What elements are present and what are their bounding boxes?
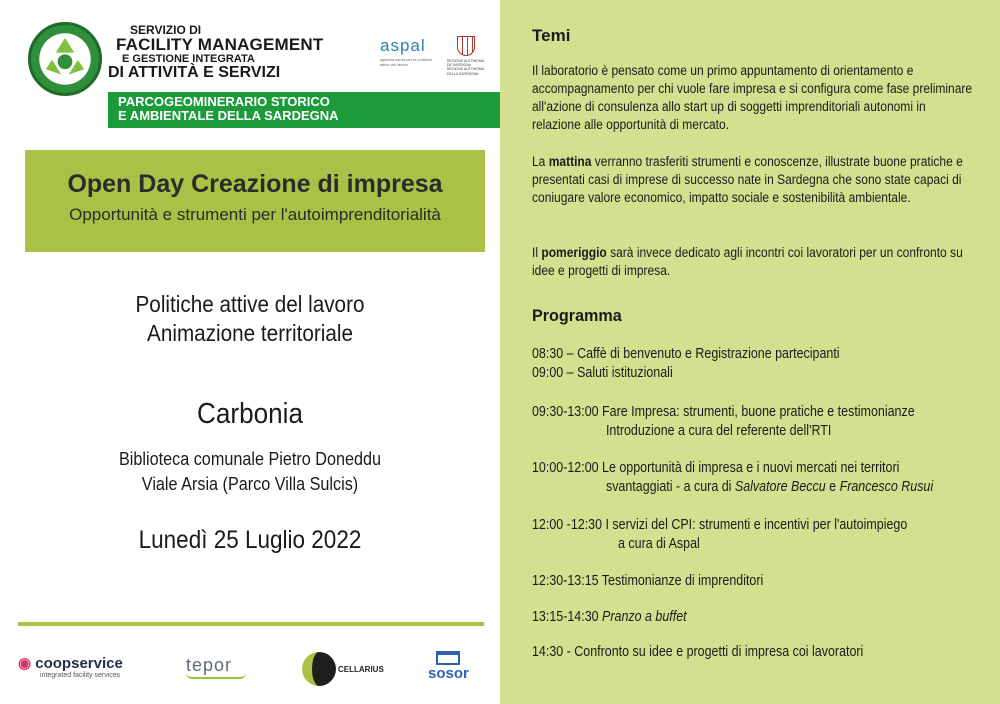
politiche-line-2: Animazione territoriale [147, 319, 353, 346]
aspal-logo [380, 36, 440, 68]
programma-item-7 [532, 608, 687, 627]
sosor-text: sosor [428, 665, 469, 682]
cellarius-c-icon [302, 652, 336, 686]
programma-item-4 [532, 459, 933, 497]
programma-item-3 [532, 403, 915, 441]
coopservice-mark-icon: ◉ [18, 655, 36, 672]
item-5-line-b: a cura di Aspal [618, 535, 700, 552]
p3-bold: pomeriggio [541, 245, 607, 260]
facility-management-logo [28, 22, 102, 96]
tepor-text: tepor [186, 655, 233, 675]
green-bar-line-2: E AMBIENTALE DELLA SARDEGNA [118, 108, 339, 124]
programma-item-5 [532, 516, 907, 554]
cellarius-logo [302, 652, 384, 686]
item-2-line: 09:00 – Saluti istituzionali [532, 364, 673, 381]
footer-divider [18, 622, 484, 626]
item-4-line-a: 10:00-12:00 Le opportunità di impresa e i nuovi mercati nei territori [532, 460, 900, 476]
green-bar-line-1: PARCOGEOMINERARIO STORICO [118, 94, 330, 109]
parco-geominerario-bar [108, 92, 500, 128]
coopservice-logo [18, 654, 123, 679]
p2-rest: verranno trasferiti strumenti e conoscenze, illustrate buone pratiche e presentati casi di imprese di successo nate in Sardegna che sono state capaci di coniugare valore economico, impatto sociale e sostenibilità ambientale. [532, 154, 963, 205]
coopservice-name [18, 654, 123, 672]
politiche-heading [25, 290, 475, 348]
item-4-name-1: Salvatore Beccu [734, 478, 826, 495]
venue-line-2: Viale Arsia (Parco Villa Sulcis) [141, 473, 359, 494]
event-date: Lunedì 25 Luglio 2022 [138, 526, 362, 554]
banner-title: Open Day Creazione di impresa [67, 170, 443, 198]
temi-heading: Temi [532, 26, 571, 45]
aspal-name: aspal [380, 36, 426, 55]
tepor-logo [186, 655, 246, 679]
temi-paragraph-2 [532, 153, 974, 207]
item-4-name-2: Francesco Rusui [839, 478, 934, 495]
coopservice-subtitle: integrated facility services [40, 672, 121, 679]
regione-sardegna-logo [447, 36, 485, 76]
header-line-2: FACILITY MANAGEMENT [116, 35, 324, 55]
cellarius-text: CELLARIUS [338, 664, 384, 674]
item-3-line-a: 09:30-13:00 Fare Impresa: strumenti, buone pratiche e testimonianze [532, 404, 915, 420]
temi-paragraph-1: Il laboratorio è pensato come un primo appuntamento di orientamento e accompagnamento per chi vuole fare impresa e si configura come fase preliminare all'azione di consulenza allo start up di soggetti imprenditoriali autonomi in relazione alle opportunità di mercato. [532, 63, 973, 132]
item-5-line-a: 12:00 -12:30 I servizi del CPI: strumenti e incentivi per l'autoimpiego [532, 517, 908, 533]
p2-prefix: La [532, 154, 549, 169]
venue-line-1: Biblioteca comunale Pietro Doneddu [118, 449, 382, 469]
city-name: Carbonia [197, 398, 303, 430]
aspal-subtitle: agenzia sarda per le politiche attive del lavoro [380, 57, 433, 67]
venue [25, 447, 475, 497]
politiche-line-1: Politiche attive del lavoro [135, 291, 365, 317]
p2-bold: mattina [548, 154, 592, 169]
item-4-prefix: svantaggiati - a cura di [605, 478, 735, 495]
programma-item-8: 14:30 - Confronto su idee e progetti di impresa coi lavoratori [532, 644, 864, 660]
header-line-3: E GESTIONE INTEGRATA [122, 52, 255, 65]
item-4-mid: e [825, 478, 840, 495]
item-1-line: 08:30 – Caffè di benvenuto e Registrazione partecipanti [532, 346, 840, 362]
regione-shield-icon [457, 36, 475, 56]
item-7-time: 13:15-14:30 [532, 609, 603, 625]
coopservice-text: coopservice [35, 655, 123, 672]
p3-rest: sarà invece dedicato agli incontri coi lavoratori per un confronto su idee e progetti di impresa. [532, 245, 963, 278]
open-day-banner [25, 150, 485, 252]
sosor-building-icon [436, 651, 460, 665]
temi-paragraph-3 [532, 244, 974, 280]
item-3-line-b: Introduzione a cura del referente dell'RTI [605, 422, 832, 439]
programma-item-1 [532, 345, 840, 383]
sosor-logo [428, 651, 469, 682]
item-7-text: Pranzo a buffet [602, 609, 687, 625]
p3-prefix: Il [532, 245, 542, 260]
header-line-4: DI ATTIVITÀ E SERVIZI [108, 63, 281, 81]
hands-recycle-icon [31, 25, 99, 93]
item-4-line-b [532, 478, 933, 497]
regione-subtitle: REGIONE AUTÒNOMA DE SARDIGNA REGIONE AUTONOMA DELLA SARDEGNA [447, 59, 484, 76]
programma-heading: Programma [532, 306, 622, 325]
header-line-1: SERVIZIO DI [130, 23, 202, 37]
facility-management-title [108, 24, 368, 81]
banner-subtitle: Opportunità e strumenti per l'autoimprenditorialità [69, 205, 441, 224]
programma-item-6: 12:30-13:15 Testimonianze di imprenditori [532, 573, 764, 589]
